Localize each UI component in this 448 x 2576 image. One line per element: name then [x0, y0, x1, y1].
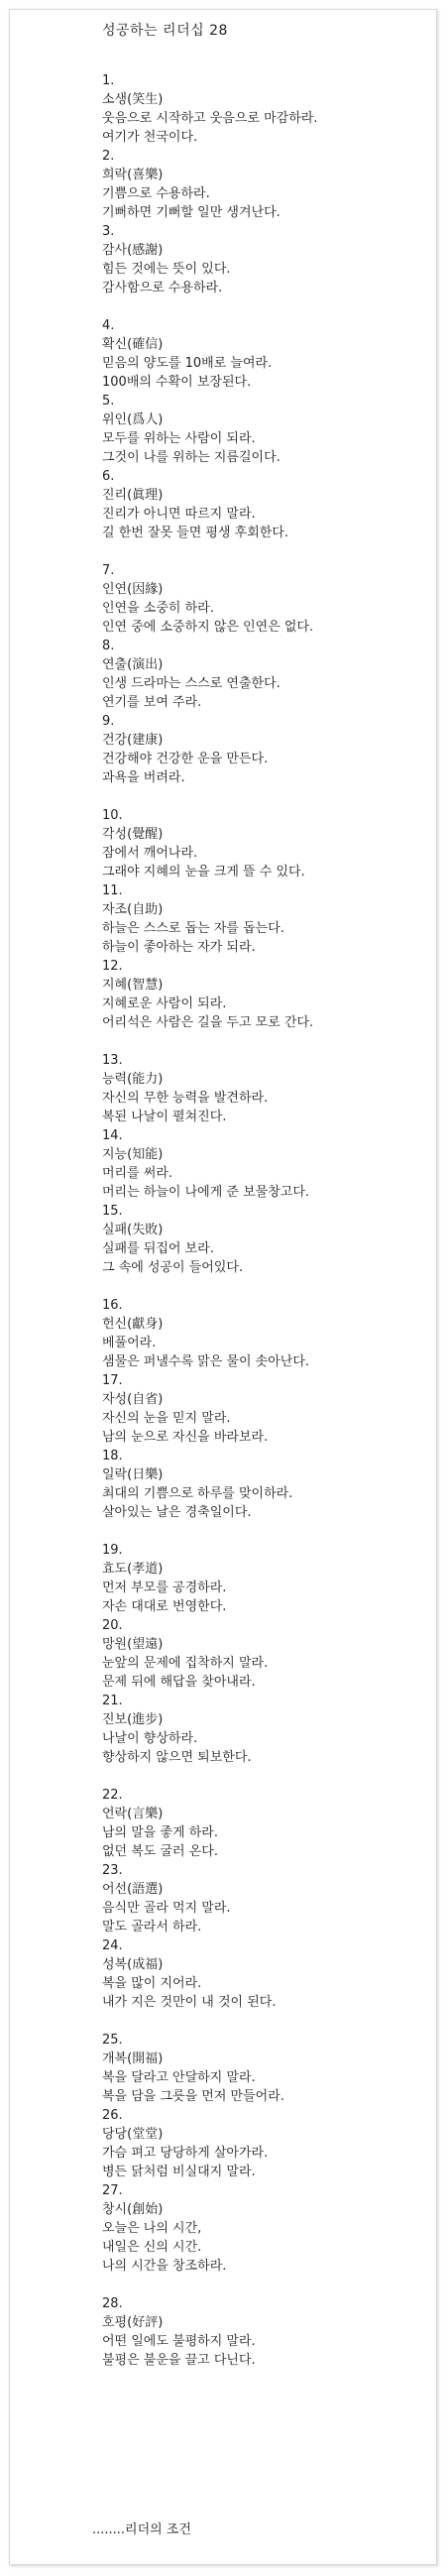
principle-text-line: 그래야 지혜의 눈을 크게 뜰 수 있다. — [102, 865, 305, 879]
principle-heading: 인연(因緣) — [102, 582, 164, 597]
principle-item — [102, 712, 429, 787]
principle-text-line: 자신의 무한 능력을 발견하라. — [102, 1091, 269, 1106]
principle-item — [102, 1541, 429, 1616]
principle-number: 3. — [102, 224, 115, 239]
principle-text-line: 진리가 아니면 따르지 말라. — [102, 507, 256, 522]
principle-number: 26. — [102, 2108, 123, 2123]
principle-text-line: 100배의 수확이 보장된다. — [102, 375, 252, 390]
principle-number: 10. — [102, 808, 123, 823]
principle-number: 14. — [102, 1128, 123, 1143]
principle-item — [102, 222, 429, 297]
principle-item — [102, 2181, 429, 2276]
principle-group — [102, 561, 429, 787]
principle-text-line: 문제 뒤에 해답을 찾아내라. — [102, 1675, 256, 1690]
principle-item — [102, 2294, 429, 2370]
principle-number: 22. — [102, 1788, 123, 1803]
principle-number: 8. — [102, 639, 115, 653]
principle-number: 15. — [102, 1204, 123, 1219]
principle-text-line: 샘물은 퍼낼수록 맑은 물이 솟아난다. — [102, 1354, 310, 1369]
principle-item — [102, 1051, 429, 1126]
principle-item — [102, 957, 429, 1032]
principle-number: 2. — [102, 149, 115, 164]
principle-number: 27. — [102, 2183, 123, 2198]
principle-item — [102, 1126, 429, 1202]
principle-group — [102, 806, 429, 1032]
principle-text-line: 먼저 부모를 공경하라. — [102, 1581, 227, 1595]
principle-item — [102, 1202, 429, 1277]
principle-item — [102, 2031, 429, 2106]
principle-heading: 희락(喜樂) — [102, 168, 164, 182]
principle-number: 17. — [102, 1373, 123, 1388]
principle-text-line: 힘든 것에는 뜻이 있다. — [102, 262, 231, 277]
principle-number: 5. — [102, 394, 115, 409]
principle-item — [102, 71, 429, 147]
principle-item — [102, 1936, 429, 2012]
principle-text-line: 눈앞의 문제에 집착하지 말라. — [102, 1656, 269, 1671]
principle-heading: 진보(進步) — [102, 1712, 164, 1727]
principle-text-line: 모두를 위하는 사람이 되라. — [102, 431, 256, 446]
principle-heading: 창시(創始) — [102, 2202, 164, 2217]
principle-heading: 연출(演出) — [102, 657, 164, 672]
principle-text-line: 복을 달라고 안달하지 말라. — [102, 2070, 256, 2085]
principle-text-line: 인생 드라마는 스스로 연출한다. — [102, 676, 280, 691]
principle-heading: 자성(自省) — [102, 1392, 164, 1407]
principle-number: 25. — [102, 2033, 123, 2048]
principle-text-line: 향상하지 않으면 퇴보한다. — [102, 1750, 252, 1765]
principle-text-line: 그것이 나를 위하는 지름길이다. — [102, 450, 280, 465]
principle-text-line: 음식만 골라 먹지 말라. — [102, 1901, 231, 1916]
principle-text-line: 믿음의 양도를 10배로 늘여라. — [102, 356, 273, 371]
principle-item — [102, 1861, 429, 1936]
principle-text-line: 자신의 눈을 믿지 말라. — [102, 1411, 231, 1426]
principle-item — [102, 1786, 429, 1861]
principle-text-line: 감사함으로 수용하라. — [102, 281, 223, 295]
principle-text-line: 자손 대대로 번영한다. — [102, 1599, 227, 1614]
principle-item — [102, 806, 429, 881]
principle-group — [102, 71, 429, 297]
principle-text-line: 기뻐하면 기뻐할 일만 생겨난다. — [102, 205, 280, 220]
principle-text-line: 복을 담을 그릇을 먼저 만들어라. — [102, 2089, 284, 2104]
principle-group — [102, 1051, 429, 1277]
principle-text-line: 가슴 펴고 당당하게 살아가라. — [102, 2146, 269, 2161]
principle-item — [102, 147, 429, 222]
principle-item — [102, 316, 429, 392]
principle-number: 23. — [102, 1863, 123, 1878]
principle-text-line: 길 한번 잘못 들면 평생 후회한다. — [102, 526, 289, 540]
principle-text-line: 말도 골라서 하라. — [102, 1920, 202, 1934]
principle-item — [102, 1447, 429, 1522]
principle-text-line: 어떤 일에도 불평하지 말라. — [102, 2334, 256, 2349]
principle-heading: 어선(語選) — [102, 1882, 164, 1897]
principle-text-line: 실패를 뒤집어 보라. — [102, 1241, 214, 1256]
principle-number: 6. — [102, 469, 115, 484]
principle-heading: 진리(眞理) — [102, 488, 164, 503]
principle-item — [102, 392, 429, 467]
principle-text-line: 기쁨으로 수용하라. — [102, 186, 210, 201]
principle-number: 11. — [102, 883, 123, 898]
principle-number: 4. — [102, 318, 115, 333]
principle-text-line: 나의 시간을 창조하라. — [102, 2259, 227, 2274]
principle-text-line: 복된 나날이 펼쳐진다. — [102, 1110, 227, 1124]
principle-number: 13. — [102, 1053, 123, 1068]
principle-heading: 확신(確信) — [102, 337, 164, 352]
principle-number: 1. — [102, 73, 115, 88]
principle-text-line: 남의 말을 좋게 하라. — [102, 1825, 218, 1840]
principle-text-line: 복을 많이 지어라. — [102, 1976, 202, 1991]
principle-text-line: 건강해야 건강한 운을 만든다. — [102, 752, 269, 766]
principle-heading: 건강(建康) — [102, 733, 164, 748]
principle-number: 18. — [102, 1449, 123, 1464]
principle-number: 12. — [102, 959, 123, 974]
principle-number: 21. — [102, 1694, 123, 1708]
principle-item — [102, 637, 429, 712]
principle-heading: 지능(知能) — [102, 1147, 164, 1162]
principle-text-line: 병든 닭처럼 비실대지 말라. — [102, 2165, 256, 2179]
principle-text-line: 베풀어라. — [102, 1336, 157, 1350]
principle-text-line: 그 속에 성공이 들어있다. — [102, 1260, 244, 1275]
principle-group — [102, 1296, 429, 1522]
principle-heading: 성복(成福) — [102, 1957, 164, 1972]
principle-number: 19. — [102, 1543, 123, 1558]
principle-item — [102, 1296, 429, 1371]
principle-text-line: 머리를 써라. — [102, 1166, 173, 1181]
principle-group — [102, 316, 429, 542]
principle-group — [102, 1786, 429, 2012]
principle-text-line: 하늘이 좋아하는 자가 되라. — [102, 940, 256, 955]
principle-group — [102, 2031, 429, 2276]
principle-text-line: 과욕을 버려라. — [102, 770, 185, 785]
principle-heading: 일락(日樂) — [102, 1467, 164, 1482]
principle-item — [102, 561, 429, 637]
principle-text-line: 나날이 향상하라. — [102, 1731, 198, 1746]
principle-heading: 언락(言樂) — [102, 1807, 164, 1821]
principle-heading: 효도(孝道) — [102, 1562, 164, 1577]
principle-number: 24. — [102, 1938, 123, 1953]
principle-heading: 지혜(智慧) — [102, 978, 164, 993]
principle-text-line: 지혜로운 사람이 되라. — [102, 996, 227, 1011]
principle-text-line: 내가 지은 것만이 내 것이 된다. — [102, 1995, 277, 2010]
principle-item — [102, 2106, 429, 2181]
principles-list — [102, 71, 429, 2389]
principle-text-line: 하늘은 스스로 돕는 자를 돕는다. — [102, 921, 284, 936]
document-footer: ........리더의 조건 — [92, 2522, 191, 2537]
principle-heading: 능력(能力) — [102, 1072, 164, 1087]
principle-number: 28. — [102, 2296, 123, 2311]
principle-text-line: 남의 눈으로 자신을 바라보라. — [102, 1430, 269, 1445]
principle-text-line: 최대의 기쁨으로 하루를 맞이하라. — [102, 1486, 293, 1501]
principle-text-line: 잠에서 깨어나라. — [102, 846, 198, 861]
principle-text-line: 인연 중에 소중하지 않은 인연은 없다. — [102, 620, 314, 635]
principle-item — [102, 1371, 429, 1447]
principle-heading: 당당(堂堂) — [102, 2127, 164, 2142]
principle-heading: 각성(覺醒) — [102, 827, 164, 842]
principle-heading: 망원(望遠) — [102, 1637, 164, 1652]
principle-item — [102, 881, 429, 957]
principle-item — [102, 1692, 429, 1767]
principle-number: 20. — [102, 1618, 123, 1633]
principle-heading: 헌신(獻身) — [102, 1317, 164, 1332]
principle-text-line: 연기를 보여 주라. — [102, 695, 202, 710]
principle-heading: 감사(感謝) — [102, 243, 164, 258]
principle-number: 16. — [102, 1298, 123, 1313]
principle-group — [102, 1541, 429, 1767]
principle-heading: 실패(失敗) — [102, 1223, 164, 1237]
document-title: 성공하는 리더십 28 — [102, 23, 228, 39]
principle-number: 7. — [102, 563, 115, 578]
principle-text-line: 머리는 하늘이 나에게 준 보물창고다. — [102, 1185, 310, 1200]
document-page — [9, 9, 437, 2565]
principle-text-line: 살아있는 날은 경축일이다. — [102, 1505, 252, 1520]
principle-heading: 자조(自助) — [102, 902, 164, 917]
principle-text-line: 여기가 천국이다. — [102, 130, 198, 145]
principle-item — [102, 1616, 429, 1692]
principle-text-line: 내일은 신의 시간. — [102, 2240, 202, 2255]
principle-heading: 호평(好評) — [102, 2315, 164, 2330]
principle-text-line: 없던 복도 굴러 온다. — [102, 1844, 218, 1859]
principle-group — [102, 2294, 429, 2370]
principle-text-line: 인연을 소중히 하라. — [102, 601, 214, 616]
principle-number: 9. — [102, 714, 115, 729]
principle-text-line: 오늘은 나의 시간, — [102, 2221, 202, 2236]
principle-heading: 위인(爲人) — [102, 412, 164, 427]
principle-text-line: 어리석은 사람은 길을 두고 모로 간다. — [102, 1015, 314, 1030]
principle-text-line: 웃음으로 시작하고 웃음으로 마감하라. — [102, 111, 318, 126]
principle-heading: 개복(開福) — [102, 2051, 164, 2066]
principle-heading: 소생(笑生) — [102, 92, 164, 107]
principle-item — [102, 467, 429, 542]
principle-text-line: 불평은 불운을 끌고 다닌다. — [102, 2353, 256, 2368]
